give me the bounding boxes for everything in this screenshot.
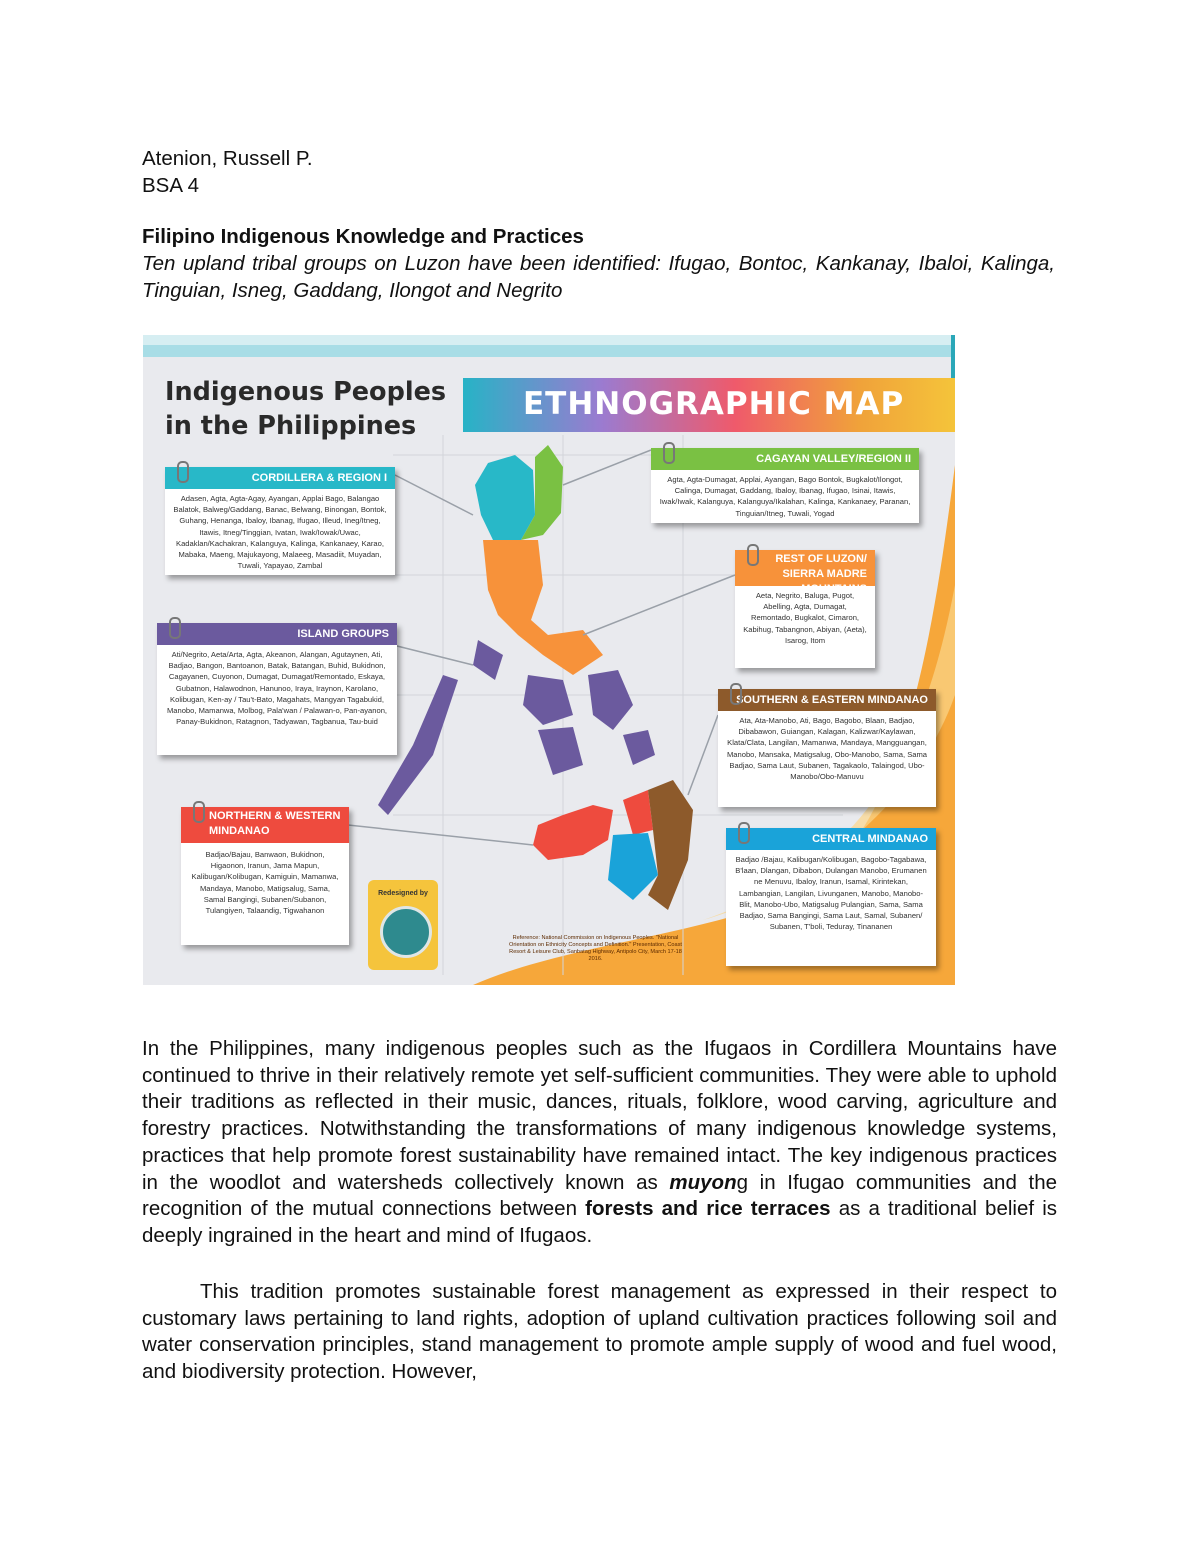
p1-text-c: as a traditional belief is deeply ingrained in the heart and mind of Ifugaos. <box>142 1197 1058 1247</box>
body-paragraph-2: This tradition promotes sustainable forest management as expressed in their respect to customary laws pertaining to land rights, adoption of upland cultivation practices following soil and water conservation principles, stand management to promote ample supply of wood and fuel wood, and biodiversity protection. However, <box>142 1280 1057 1384</box>
infographic-title-line1: Indigenous Peoples <box>165 377 447 407</box>
central-mindanao-groups: Badjao /Bajau, Kalibugan/Kolibugan, Bagobo-Tagabawa, B'laan, Dlangan, Dibabon, Dulangan Manobo, Erumanen ne Menuvu, Ibaloy, Iranun, Isamal, Kirintekan, Lambangian, Langilan, Livunganen, Manobo, Manobo-Blit, Manobo-Ubo, Matigsalug Pulangian, Sama, Sama Badjao, Sama Bangingi, Sama Laut, Samal, Subanen/ Subanen, T'boli, Teduray, Tinananen <box>735 855 927 932</box>
ethnographic-map-banner <box>463 378 955 432</box>
southern-mindanao-groups: Ata, Ata-Manobo, Ati, Bago, Bagobo, Blaan, Badjao, Dibabawon, Guiangan, Kalagan, Kalizwar/Kaylawan, Klata/Clata, Langilan, Mamanwa, Mandaya, Mangguangan, Manobo, Mansaka, Matigsalug, Obo-Manobo, Sama, Sama Badjao, Sama Laut, Subanen, Tagakaolo, Talaingod, Ubo-Manobo/Obo-Manuvu <box>726 716 928 782</box>
southern-mindanao-region <box>648 780 693 910</box>
p1-text-a: In the Philippines, many indigenous peoples such as the Ifugaos in Cordillera Mountains have continued to thrive in their relatively remote yet self-sufficient communities. They were able to uphold their traditions as reflected in their music, dances, rituals, folklore, wood carving, agriculture and forestry practices. Notwithstanding the transformations of many indigenous knowledge systems, practices that help promote forest sustainability have remained intact. The key indigenous practices in the woodlot and watersheds collectively known as <box>142 1037 1057 1194</box>
organization-seal-icon <box>380 906 432 958</box>
rest-of-luzon-groups: Aeta, Negrito, Baluga, Pugot, Abelling, Agta, Dumagat, Remontado, Bugkalot, Cimaron, Kabihug, Tabangnon, Abiyan, (Aeta), Isarog, Itom <box>743 591 867 645</box>
northern-mindanao-box <box>181 807 349 945</box>
northern-mindanao-header: NORTHERN & WESTERN MINDANAO <box>181 807 349 843</box>
visayas-island-1 <box>523 675 573 725</box>
cagayan-box <box>651 448 919 523</box>
paperclip-icon <box>177 461 189 483</box>
paperclip-icon <box>169 617 181 639</box>
cordillera-box <box>165 467 395 575</box>
island-groups-header: ISLAND GROUPS <box>157 623 397 645</box>
ethnographic-map-image <box>143 335 955 985</box>
paperclip-icon <box>663 442 675 464</box>
cagayan-header: CAGAYAN VALLEY/REGION II <box>651 448 919 470</box>
cordillera-region <box>475 455 535 540</box>
mindoro-island <box>473 640 503 680</box>
paperclip-icon <box>193 801 205 823</box>
infographic-title-line2: in the Philippines <box>165 411 417 441</box>
island-groups-box <box>157 623 397 755</box>
northern-mindanao-region-2 <box>623 790 653 835</box>
southern-mindanao-header: SOUTHERN & EASTERN MINDANAO <box>718 689 936 711</box>
banner-text: ETHNOGRAPHIC MAP <box>523 386 905 422</box>
visayas-island-4 <box>623 730 655 765</box>
rest-of-luzon-box <box>735 550 875 668</box>
paperclip-icon <box>738 822 750 844</box>
redesigned-label: Redesigned by <box>378 890 428 897</box>
infographic-title <box>165 375 446 443</box>
paperclip-icon <box>747 544 759 566</box>
southern-mindanao-box <box>718 689 936 807</box>
author-name: Atenion, Russell P. <box>142 147 313 170</box>
cagayan-groups: Agta, Agta-Dumagat, Applai, Ayangan, Bago Bontok, Bugkalot/Ilongot, Calinga, Dumagat, Gaddang, Ibaloy, Ibanag, Ifugao, Isinai, Itawis, Iwak/Iwak, Kalanguya, Kalanguya/Ikalahan, Kalinga, Kankanaey, Paranan, Tinguian/Itneg, Tuwali, Yogad <box>659 475 911 518</box>
p1-muyong-term: muyon <box>669 1170 737 1194</box>
p1-forests-terraces: forests and rice terraces <box>585 1197 831 1221</box>
central-mindanao-region <box>608 833 658 900</box>
document-subtitle: Ten upland tribal groups on Luzon have been identified: Ifugao, Bontoc, Kankanay, Ibaloi, Kalinga, Tinguian, Isneg, Gaddang, Ilongot and Negrito <box>142 252 1055 302</box>
reference-note: Reference: National Commission on Indigenous Peoples. "National Orientation on Ethnicity Concepts and Definition." Presentation, Coast Resort & Leisure Club, Sanbatag Highway, Antipolo City, March 17-18 2016. <box>508 935 682 962</box>
northern-mindanao-groups: Badjao/Bajau, Banwaon, Bukidnon, Higaonon, Iranun, Jama Mapun, Kalibugan/Kolibugan, Kamiguin, Mamanwa, Mandaya, Manobo, Matigsalug, Sama, Samal Bangingi, Subanen/Subanon, Tulangiyen, Talaandig, Tigwahanon <box>191 850 339 916</box>
body-paragraph-1 <box>142 1036 1057 1250</box>
island-groups-list: Ati/Negrito, Aeta/Arta, Agta, Akeanon, Alangan, Agutaynen, Ati, Badjao, Bangon, Bantoanon, Batak, Batangan, Buhid, Bukidnon, Cagayanen, Cuyonon, Dumagat, Dumagat/Remontado, Eskaya, Gubatnon, Halawodnon, Hanunoo, Iraya, Iraynon, Karolano, Kolibugan, Ken-ay / Tau't-Bato, Magahats, Mangyan Tagabukid, Manobo, Mamanwa, Molbog, Pala'wan / Palawan-o, Pan-ayanon, Panay-Bukidnon, Ratagnon, Tadyawan, Tagbanua, Tau-buid <box>166 650 388 727</box>
central-mindanao-box <box>726 828 936 966</box>
redesigned-by-badge <box>368 880 438 970</box>
document-title: Filipino Indigenous Knowledge and Practices <box>142 225 584 248</box>
p1-text-b: g in Ifugao communities and the recognition of the mutual connections between <box>142 1170 1057 1221</box>
course-year: BSA 4 <box>142 174 199 197</box>
central-mindanao-header: CENTRAL MINDANAO <box>726 828 936 850</box>
cordillera-groups: Adasen, Agta, Agta-Agay, Ayangan, Applai Bago, Balangao Balatok, Balweg/Gaddang, Banac, Belwang, Binongan, Bontok, Guhang, Henanga, Ibaloy, Ibanag, Ifugao, Illeud, Ineg/Itneg, Itawis, Itneg/Tinggian, Ivatan, Iwak/Iowak/Uwac, Kadaklan/Kachakran, Kalanguya, Kalinga, Kankanaey, Karao, Mabaka, Maeng, Majukayong, Malaeeg, Masadiit, Muyadan, Tuwali, Yapayao, Zambal <box>173 494 387 571</box>
visayas-island-2 <box>588 670 633 730</box>
northern-mindanao-region <box>533 805 613 860</box>
visayas-island-3 <box>538 727 583 775</box>
cordillera-header: CORDILLERA & REGION I <box>165 467 395 489</box>
rest-of-luzon-header: REST OF LUZON/ SIERRA MADRE MOUNTAINS <box>735 550 875 586</box>
paperclip-icon <box>730 683 742 705</box>
